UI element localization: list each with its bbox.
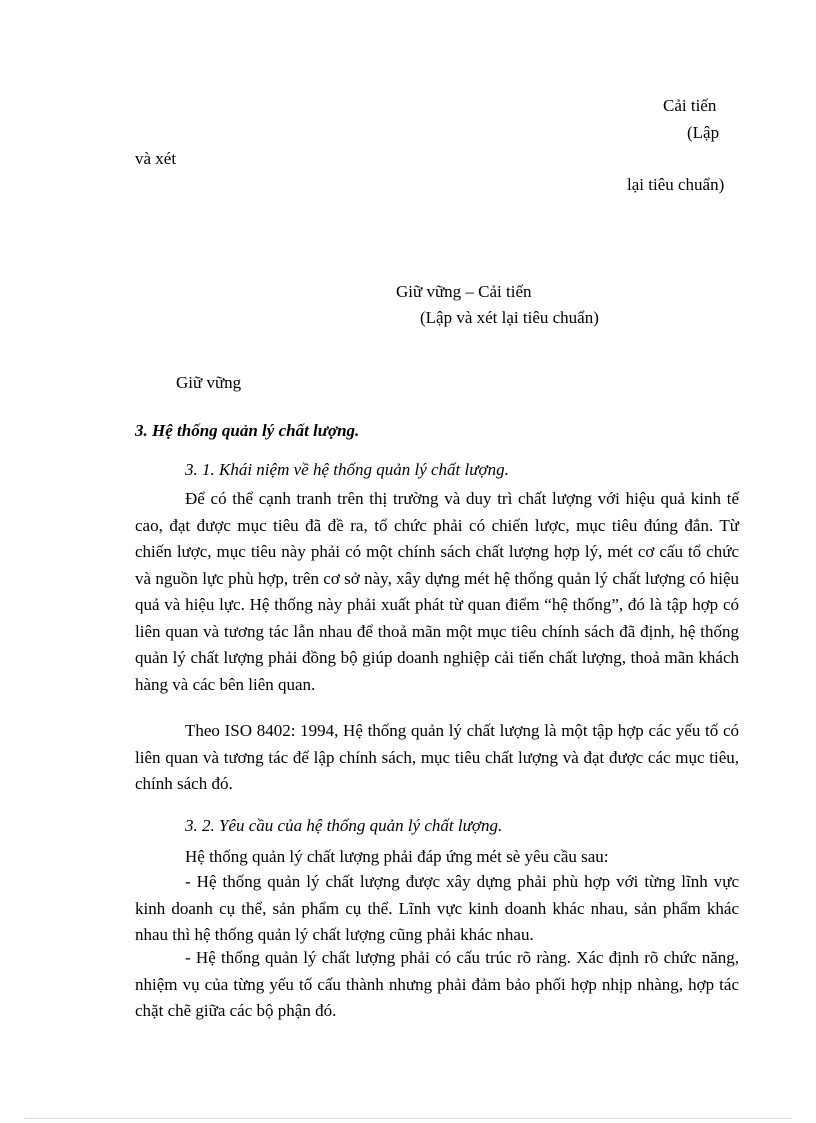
diagram-label-giu-vung: Giữ vững [176, 373, 242, 392]
diagram-label-giu-vung-cai-tien: Giữ vững – Cải tiến [396, 282, 532, 301]
subsection-heading-concept: 3. 1. Khái niệm về hệ thống quản lý chất lượng. [185, 460, 509, 479]
diagram-label-lai-tieu-chuan: lại tiêu chuẩn) [627, 175, 725, 194]
concept-paragraph-2: Theo ISO 8402: 1994, Hệ thống quản lý chất lượng là một tập hợp các yếu tố có liên quan và tương tác để lập chính sách, mục tiêu chất lượng và đạt được các mục tiêu, chính sách đó. [135, 721, 739, 793]
diagram-label-lap: (Lập [687, 123, 720, 142]
requirements-intro: Hệ thống quản lý chất lượng phải đáp ứng mét sè yêu cầu sau: [185, 847, 609, 866]
section-heading: 3. Hệ thống quản lý chất lượng. [135, 421, 360, 440]
diagram-label-cai-tien: Cải tiến [663, 96, 717, 115]
requirement-item-1: - Hệ thống quản lý chất lượng được xây dựng phải phù hợp với từng lĩnh vực kinh doanh cụ thể, sản phẩm cụ thể. Lĩnh vực kinh doanh khác nhau, sản phẩm khác nhau thì hệ thống quản lý chất lượng cũng phải khác nhau. [135, 872, 739, 944]
diagram-label-va-xet: và xét [135, 149, 177, 168]
page-bottom-divider [24, 1118, 792, 1119]
subsection-heading-requirements: 3. 2. Yêu cầu của hệ thống quản lý chất lượng. [185, 816, 503, 835]
concept-paragraph-1: Để có thể cạnh tranh trên thị trường và duy trì chất lượng với hiệu quả kinh tế cao, đạt được mục tiêu đã đề ra, tổ chức phải có chiến lược, mục tiêu đúng đắn. Từ chiến lược, mục tiêu này phải có một chính sách chất lượng hợp lý, mét cơ cấu tổ chức và nguồn lực phù hợp, trên cơ sở này, xây dựng mét hệ thống quản lý chất lượng có hiệu quả và hiệu lực. Hệ thống này phải xuất phát từ quan điểm “hệ thống”, đó là tập hợp có liên quan và tương tác lẫn nhau để thoả mãn một mục tiêu chính sách đã định, hệ thống quản lý chất lượng phải đồng bộ giúp doanh nghiệp cải tiến chất lượng, thoả mãn khách hàng và các bên liên quan. [135, 489, 739, 694]
diagram-label-lap-va-xet: (Lập và xét lại tiêu chuẩn) [420, 308, 599, 327]
requirement-item-2: - Hệ thống quản lý chất lượng phải có cấu trúc rõ ràng. Xác định rõ chức năng, nhiệm vụ của từng yếu tố cấu thành nhưng phải đảm bảo phối hợp nhịp nhàng, hợp tác chặt chẽ giữa các bộ phận đó. [135, 948, 739, 1020]
